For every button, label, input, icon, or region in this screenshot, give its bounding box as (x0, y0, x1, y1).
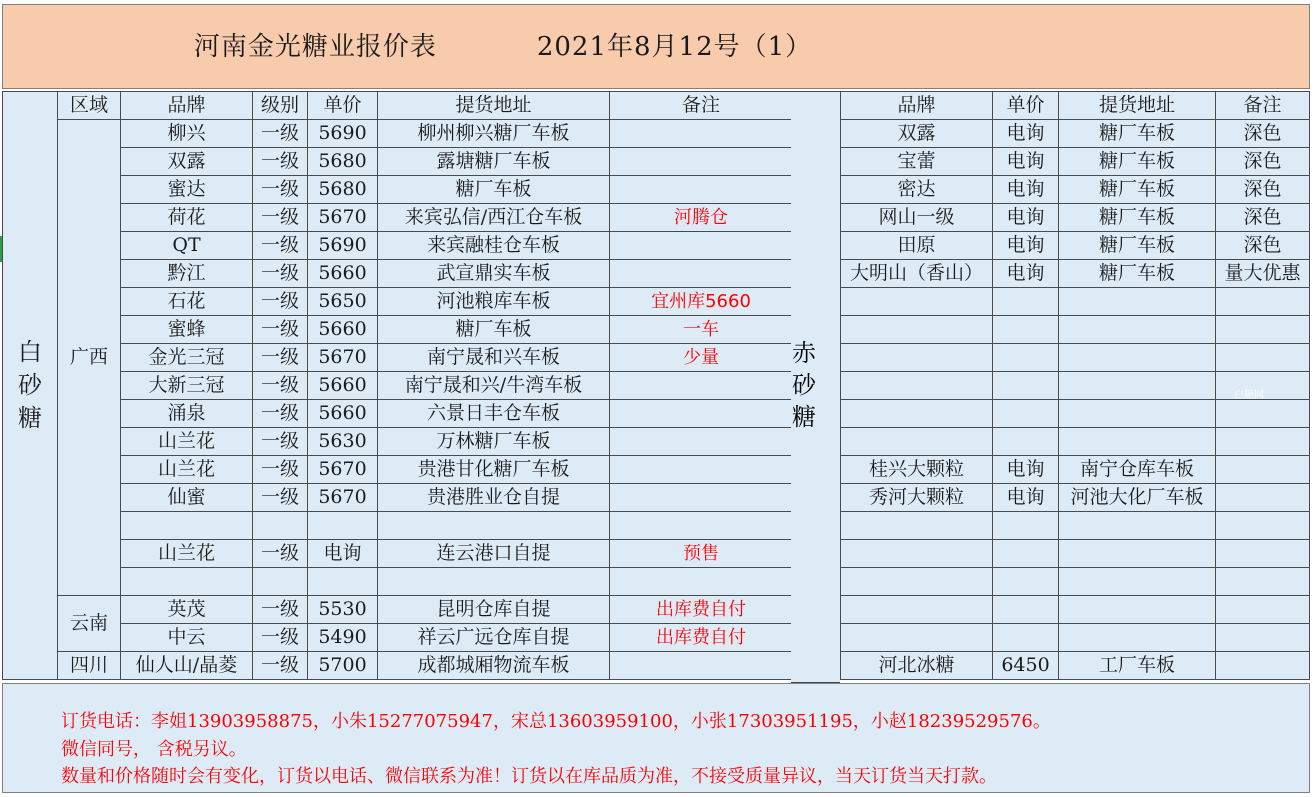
note-cell[interactable] (610, 400, 793, 428)
location-cell[interactable]: 贵港甘化糖厂车板 (378, 456, 610, 484)
brand-cell[interactable]: 荷花 (121, 204, 253, 232)
table-row (841, 400, 1310, 428)
table-row (841, 596, 1310, 624)
footer-notes[interactable] (2, 683, 1310, 793)
note-cell[interactable] (610, 428, 793, 456)
price-cell[interactable]: 电询 (993, 120, 1059, 148)
grade-cell[interactable]: 一级 (253, 372, 308, 400)
note-cell[interactable] (1216, 344, 1310, 372)
grade-cell[interactable]: 一级 (253, 652, 308, 680)
location-cell[interactable] (1059, 316, 1216, 344)
region-cell[interactable]: 四川 (58, 652, 121, 680)
header-brand[interactable]: 品牌 (841, 92, 993, 120)
grade-cell[interactable]: 一级 (253, 344, 308, 372)
note-cell[interactable] (1216, 456, 1310, 484)
white-sugar-category-label: 白砂糖 (18, 338, 42, 432)
grade-cell[interactable] (253, 568, 308, 596)
table-row (841, 232, 1310, 260)
note-cell[interactable]: 河腾仓 (610, 204, 793, 232)
brand-cell[interactable]: 山兰花 (121, 428, 253, 456)
brand-cell[interactable]: 秀河大颗粒 (841, 484, 993, 512)
brand-cell[interactable]: 大明山（香山） (841, 260, 993, 288)
location-cell[interactable] (1059, 540, 1216, 568)
brand-cell[interactable] (841, 428, 993, 456)
note-cell[interactable] (1216, 512, 1310, 540)
price-cell[interactable] (993, 372, 1059, 400)
brand-cell[interactable] (841, 316, 993, 344)
note-cell[interactable]: 深色 (1216, 148, 1310, 176)
brand-cell[interactable]: 田原 (841, 232, 993, 260)
brand-cell[interactable]: 双露 (841, 120, 993, 148)
grade-cell[interactable]: 一级 (253, 456, 308, 484)
grade-cell[interactable]: 一级 (253, 148, 308, 176)
table-row (3, 176, 793, 204)
brand-cell[interactable] (841, 596, 993, 624)
price-cell[interactable]: 5690 (308, 232, 378, 260)
footer-terms-line: 数量和价格随时会有变化，订货以电话、微信联系为准！订货以在库品质为准，不接受质量异议，当天订货当天打款。 (61, 766, 997, 787)
price-cell[interactable] (308, 512, 378, 540)
location-cell[interactable]: 南宁晟和兴车板 (378, 344, 610, 372)
brand-cell[interactable]: 山兰花 (121, 540, 253, 568)
grade-cell[interactable]: 一级 (253, 316, 308, 344)
note-cell[interactable] (610, 484, 793, 512)
note-cell[interactable] (610, 148, 793, 176)
location-cell[interactable] (1059, 372, 1216, 400)
price-cell[interactable]: 5630 (308, 428, 378, 456)
grade-cell[interactable]: 一级 (253, 596, 308, 624)
note-cell[interactable] (1216, 652, 1310, 680)
header-grade[interactable]: 级别 (253, 92, 308, 120)
price-cell[interactable]: 6450 (993, 652, 1059, 680)
brand-cell[interactable] (841, 288, 993, 316)
table-row (841, 512, 1310, 540)
location-cell[interactable]: 糖厂车板 (378, 316, 610, 344)
brand-cell[interactable] (841, 512, 993, 540)
note-cell[interactable] (610, 652, 793, 680)
note-cell[interactable]: 深色 (1216, 204, 1310, 232)
location-cell[interactable]: 来宾融桂仓车板 (378, 232, 610, 260)
table-row (841, 288, 1310, 316)
brand-cell[interactable]: 山兰花 (121, 456, 253, 484)
table-row (841, 148, 1310, 176)
location-cell[interactable]: 南宁晟和兴/牛湾车板 (378, 372, 610, 400)
watermark-text: 白糖网 (1234, 390, 1264, 401)
brand-cell[interactable]: QT (121, 232, 253, 260)
price-cell[interactable] (993, 428, 1059, 456)
table-row (3, 316, 793, 344)
brand-cell[interactable]: 桂兴大颗粒 (841, 456, 993, 484)
note-cell[interactable] (1216, 316, 1310, 344)
grade-cell[interactable]: 一级 (253, 540, 308, 568)
price-cell[interactable]: 5700 (308, 652, 378, 680)
brand-cell[interactable]: 大新三冠 (121, 372, 253, 400)
location-cell[interactable]: 万林糖厂车板 (378, 428, 610, 456)
brand-cell[interactable] (841, 540, 993, 568)
brand-cell[interactable]: 双露 (121, 148, 253, 176)
location-cell[interactable]: 六景日丰仓车板 (378, 400, 610, 428)
price-cell[interactable]: 5680 (308, 148, 378, 176)
brand-cell[interactable]: 仙人山/晶菱 (121, 652, 253, 680)
table-row (3, 372, 793, 400)
brand-cell[interactable] (841, 400, 993, 428)
table-row (841, 624, 1310, 652)
white-sugar-category[interactable] (3, 92, 58, 680)
note-cell[interactable] (610, 260, 793, 288)
note-cell[interactable]: 一车 (610, 316, 793, 344)
price-cell[interactable] (993, 512, 1059, 540)
price-cell[interactable]: 5660 (308, 372, 378, 400)
location-cell[interactable]: 工厂车板 (1059, 652, 1216, 680)
table-row (841, 260, 1310, 288)
table-row (3, 456, 793, 484)
price-cell[interactable]: 5660 (308, 260, 378, 288)
brand-cell[interactable] (841, 624, 993, 652)
header-price[interactable]: 单价 (308, 92, 378, 120)
price-cell[interactable]: 5670 (308, 484, 378, 512)
table-row (841, 316, 1310, 344)
table-row (3, 260, 793, 288)
brand-cell[interactable]: 蜜达 (121, 176, 253, 204)
grade-cell[interactable]: 一级 (253, 624, 308, 652)
location-cell[interactable] (378, 512, 610, 540)
header-brand[interactable]: 品牌 (121, 92, 253, 120)
table-row (3, 484, 793, 512)
price-cell[interactable] (993, 288, 1059, 316)
price-cell[interactable] (993, 400, 1059, 428)
price-cell[interactable]: 5680 (308, 176, 378, 204)
table-row (841, 540, 1310, 568)
location-cell[interactable]: 露塘糖厂车板 (378, 148, 610, 176)
table-row (841, 120, 1310, 148)
price-cell[interactable]: 电询 (993, 176, 1059, 204)
brand-cell[interactable]: 宝蕾 (841, 148, 993, 176)
price-cell[interactable] (993, 344, 1059, 372)
grade-cell[interactable]: 一级 (253, 260, 308, 288)
table-row (3, 204, 793, 232)
brand-cell[interactable]: 涌泉 (121, 400, 253, 428)
header-price[interactable]: 单价 (993, 92, 1059, 120)
brand-cell[interactable]: 金光三冠 (121, 344, 253, 372)
table-row (3, 344, 793, 372)
price-cell[interactable]: 5670 (308, 204, 378, 232)
price-cell[interactable]: 电询 (993, 456, 1059, 484)
footer-wechat-line: 微信同号， 含税另议。 (61, 739, 247, 760)
price-cell[interactable]: 5660 (308, 400, 378, 428)
brand-cell[interactable]: 蜜蜂 (121, 316, 253, 344)
title-banner[interactable] (2, 4, 1310, 89)
price-cell[interactable]: 电询 (993, 260, 1059, 288)
price-cell[interactable] (308, 568, 378, 596)
price-cell[interactable] (993, 568, 1059, 596)
note-cell[interactable] (610, 372, 793, 400)
brand-cell[interactable] (841, 568, 993, 596)
location-cell[interactable]: 来宾弘信/西江仓车板 (378, 204, 610, 232)
price-cell[interactable] (993, 624, 1059, 652)
location-cell[interactable]: 糖厂车板 (1059, 260, 1216, 288)
note-cell[interactable] (1216, 596, 1310, 624)
price-cell[interactable]: 5670 (308, 456, 378, 484)
note-cell[interactable]: 预售 (610, 540, 793, 568)
price-cell[interactable]: 5670 (308, 344, 378, 372)
grade-cell[interactable]: 一级 (253, 428, 308, 456)
note-cell[interactable] (610, 512, 793, 540)
note-cell[interactable]: 出库费自付 (610, 596, 793, 624)
note-cell[interactable]: 量大优惠 (1216, 260, 1310, 288)
brand-cell[interactable]: 石花 (121, 288, 253, 316)
location-cell[interactable] (1059, 512, 1216, 540)
brand-cell[interactable]: 中云 (121, 624, 253, 652)
location-cell[interactable] (1059, 596, 1216, 624)
table-row (3, 512, 793, 540)
table-row (841, 484, 1310, 512)
location-cell[interactable] (1059, 288, 1216, 316)
location-cell[interactable]: 成都城厢物流车板 (378, 652, 610, 680)
location-cell[interactable]: 糖厂车板 (1059, 232, 1216, 260)
brand-cell[interactable]: 黔江 (121, 260, 253, 288)
note-cell[interactable] (1216, 540, 1310, 568)
brand-cell[interactable] (841, 372, 993, 400)
location-cell[interactable]: 连云港口自提 (378, 540, 610, 568)
brand-cell[interactable]: 网山一级 (841, 204, 993, 232)
table-row (841, 456, 1310, 484)
grade-cell[interactable]: 一级 (253, 204, 308, 232)
note-cell[interactable] (1216, 400, 1310, 428)
price-cell[interactable]: 电询 (993, 204, 1059, 232)
price-cell[interactable]: 电询 (993, 148, 1059, 176)
location-cell[interactable]: 昆明仓库自提 (378, 596, 610, 624)
brand-cell[interactable]: 柳兴 (121, 120, 253, 148)
table-row (3, 120, 793, 148)
price-cell[interactable] (993, 596, 1059, 624)
price-cell[interactable]: 5650 (308, 288, 378, 316)
location-cell[interactable]: 糖厂车板 (1059, 176, 1216, 204)
location-cell[interactable]: 柳州柳兴糖厂车板 (378, 120, 610, 148)
note-cell[interactable]: 深色 (1216, 232, 1310, 260)
table-row (3, 288, 793, 316)
table-row (3, 652, 793, 680)
white-sugar-header-row (3, 92, 793, 120)
note-cell[interactable] (1216, 568, 1310, 596)
note-cell[interactable]: 出库费自付 (610, 624, 793, 652)
table-row (841, 176, 1310, 204)
brand-cell[interactable] (841, 344, 993, 372)
location-cell[interactable] (1059, 568, 1216, 596)
note-cell[interactable] (610, 176, 793, 204)
price-cell[interactable]: 电询 (993, 232, 1059, 260)
location-cell[interactable] (1059, 344, 1216, 372)
white-sugar-table (2, 91, 793, 680)
table-row (3, 624, 793, 652)
note-cell[interactable]: 深色 (1216, 176, 1310, 204)
note-cell[interactable] (610, 456, 793, 484)
location-cell[interactable]: 糖厂车板 (1059, 148, 1216, 176)
note-cell[interactable]: 宜州库5660 (610, 288, 793, 316)
location-cell[interactable]: 糖厂车板 (1059, 204, 1216, 232)
grade-cell[interactable]: 一级 (253, 232, 308, 260)
location-cell[interactable]: 糖厂车板 (378, 176, 610, 204)
price-cell[interactable]: 5690 (308, 120, 378, 148)
table-row (3, 428, 793, 456)
red-sugar-category: 赤砂糖 (792, 339, 816, 431)
table-row (3, 400, 793, 428)
note-cell[interactable]: 深色 (1216, 120, 1310, 148)
brand-cell[interactable]: 仙蜜 (121, 484, 253, 512)
red-sugar-header-row (841, 92, 1310, 120)
note-cell[interactable] (610, 568, 793, 596)
grade-cell[interactable]: 一级 (253, 400, 308, 428)
region-cell[interactable]: 广西 (58, 120, 121, 596)
grade-cell[interactable]: 一级 (253, 288, 308, 316)
location-cell[interactable] (378, 568, 610, 596)
table-row (3, 596, 793, 624)
price-cell[interactable] (993, 540, 1059, 568)
note-cell[interactable] (1216, 624, 1310, 652)
location-cell[interactable]: 祥云广远仓库自提 (378, 624, 610, 652)
location-cell[interactable]: 南宁仓库车板 (1059, 456, 1216, 484)
note-cell[interactable] (1216, 428, 1310, 456)
price-cell[interactable]: 5660 (308, 316, 378, 344)
location-cell[interactable]: 河池粮库车板 (378, 288, 610, 316)
grade-cell[interactable]: 一级 (253, 120, 308, 148)
table-row (841, 568, 1310, 596)
title-line (3, 5, 1003, 90)
location-cell[interactable] (1059, 428, 1216, 456)
sheet-date: 2021年8月12号（1） (536, 32, 813, 62)
brand-cell[interactable]: 英茂 (121, 596, 253, 624)
note-cell[interactable] (1216, 288, 1310, 316)
table-row (3, 148, 793, 176)
header-region[interactable]: 区域 (58, 92, 121, 120)
table-row (841, 204, 1310, 232)
price-cell[interactable]: 电询 (993, 484, 1059, 512)
price-cell[interactable] (993, 316, 1059, 344)
table-row (841, 652, 1310, 680)
location-cell[interactable]: 糖厂车板 (1059, 120, 1216, 148)
brand-cell[interactable]: 密达 (841, 176, 993, 204)
header-note[interactable]: 备注 (610, 92, 793, 120)
red-sugar-category-cell[interactable] (791, 91, 840, 683)
header-location[interactable]: 提货地址 (1059, 92, 1216, 120)
note-cell[interactable] (610, 120, 793, 148)
table-row (3, 232, 793, 260)
brand-cell[interactable] (121, 512, 253, 540)
price-cell[interactable]: 5530 (308, 596, 378, 624)
grade-cell[interactable] (253, 512, 308, 540)
location-cell[interactable]: 贵港胜业仓自提 (378, 484, 610, 512)
note-cell[interactable]: 少量 (610, 344, 793, 372)
grade-cell[interactable]: 一级 (253, 176, 308, 204)
price-cell[interactable]: 5490 (308, 624, 378, 652)
brand-cell[interactable] (121, 568, 253, 596)
location-cell[interactable] (1059, 400, 1216, 428)
location-cell[interactable]: 武宣鼎实车板 (378, 260, 610, 288)
header-note[interactable]: 备注 (1216, 92, 1310, 120)
table-row (3, 568, 793, 596)
sheet-title: 河南金光糖业报价表 (193, 32, 437, 62)
table-row (841, 344, 1310, 372)
price-cell[interactable]: 电询 (308, 540, 378, 568)
brand-cell[interactable]: 河北冰糖 (841, 652, 993, 680)
header-location[interactable]: 提货地址 (378, 92, 610, 120)
location-cell[interactable] (1059, 624, 1216, 652)
table-row (841, 428, 1310, 456)
location-cell[interactable]: 河池大化厂车板 (1059, 484, 1216, 512)
note-cell[interactable] (1216, 484, 1310, 512)
footer-contact-line: 订货电话：李姐13903958875，小朱15277075947，宋总13603959100，小张17303951195，小赵18239529576。 (61, 711, 1051, 732)
table-row (3, 540, 793, 568)
note-cell[interactable] (610, 232, 793, 260)
region-cell[interactable]: 云南 (58, 596, 121, 652)
grade-cell[interactable]: 一级 (253, 484, 308, 512)
